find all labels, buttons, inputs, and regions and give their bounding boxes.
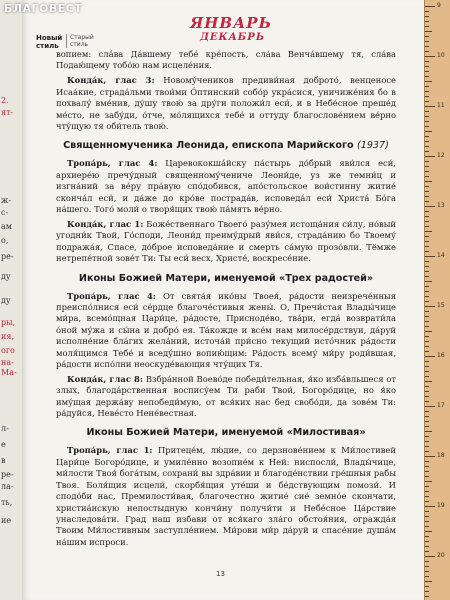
ruler-tick [425,346,429,347]
ruler-tick [425,61,429,62]
page-number: 13 [216,570,225,578]
kondak-label: Конда́к, глас 1: [67,218,144,229]
ruler-tick [425,206,435,207]
ruler-tick [425,306,435,307]
ruler-number: 14 [437,252,445,259]
left-page-fragment: ры, [1,318,16,327]
ruler-tick [425,591,429,592]
ruler-tick [425,526,429,527]
ruler-tick [425,561,429,562]
ruler-tick [425,476,429,477]
ruler-tick [425,141,429,142]
paragraph: Конда́к, глас 8: Взбра́нной Воево́де победи́тельная, я́ко изба́вльшеся от злых, благода́рственная воспису́ем Ти раби Твои́, Богоро́дице, но я́ко иму́щая держа́ву непобеди́мую, от вся́ких нас бед свобо́ди, да зове́м Ти: ра́дуйся, Неве́сто Нене́вестная. [56,373,396,419]
ruler-tick [425,361,429,362]
ruler-tick [425,286,429,287]
left-page-fragment: с- [1,208,9,217]
ruler-tick [425,411,429,412]
month-new-style: ДЕКАБРЬ [200,32,266,43]
ruler-tick [425,166,429,167]
ruler-tick [425,116,429,117]
ruler-number: 15 [437,302,445,309]
ruler-tick [425,191,429,192]
ruler-tick [425,126,429,127]
left-page-fragment: ого [1,346,15,355]
left-page-fragment: ду [1,296,11,305]
ruler-tick [425,586,429,587]
ruler-tick [425,101,429,102]
ruler-tick [425,196,429,197]
ruler-tick [425,496,429,497]
section-heading: Иконы Божией Матери, именуемой «Трех радостей» [78,272,374,284]
paragraph: Тропа́рь, глас 4: Царевококша́йску па́стырь до́брый яви́лся еси́, архиере́ю пречу́дный священному́чениче Леони́де, уз же темни́ц и изгна́ний за ве́ру пра́вую спо́добився, апо́стольское вои́стинну житие́ сконча́л еси́, и да́же до кро́ве пострада́в, исповеда́л еси́ Христа́ Бо́га на́шего. Того́ моли́ о творя́щих твою́ па́мять ве́рно. [56,158,396,214]
ruler-tick [425,431,432,432]
ruler-tick [425,461,429,462]
ruler-tick [425,356,435,357]
ruler-number: 9 [437,2,441,9]
ruler-tick [425,81,432,82]
ruler-tick [425,201,429,202]
ruler-tick [425,216,429,217]
section-heading: Священномученика Леонида, епископа Марийского (1937) [63,140,389,152]
ruler-tick [425,376,429,377]
ruler-tick [425,161,429,162]
ruler-tick [425,146,429,147]
ruler-tick [425,381,432,382]
ruler-tick [425,291,429,292]
page-header [22,14,424,50]
left-page-fragment: Ма- [1,368,17,377]
ruler-tick [425,391,429,392]
ruler-tick [425,491,429,492]
left-page-fragment: ия, [1,332,14,341]
paragraph: Конда́к, глас 3: Новому́чеников предиви́ная доброто́, венценосе Исаа́кие, страда́льми твои́ми О́птинский собо́р укра́сися, уничиже́ния бо в похвалу́ вме́нив, ду́шу твою́ за дру́ги положи́л еси́, и в Небе́сное преше́д ме́сто, не забу́ди, о́тче, мо́лящихся тебе́ и оттуду благослове́нием ве́рно чту́щую тя оби́тель твою́. [56,75,397,131]
book-page [22,0,424,600]
kondak-label: Конда́к, глас 8: [67,373,143,384]
ruler-tick [425,406,435,407]
ruler-tick [425,276,429,277]
ruler-tick [425,251,429,252]
ruler-tick [425,511,429,512]
ruler-tick [425,416,429,417]
ruler-tick [425,366,429,367]
page-content [56,49,396,552]
left-page-fragment: ду [1,272,11,281]
ruler-tick [425,6,435,7]
ruler-tick [425,156,435,157]
paragraph: вопием: сла́ва Да́вшему тебе́ кре́пость, сла́ва Венча́вшему тя, сла́ва Подаю́щему тобо́ю нам исцеле́ния. [56,49,396,71]
ruler-tick [425,281,432,282]
ruler-tick [425,566,429,567]
ruler-tick [425,516,429,517]
ruler-tick [425,86,429,87]
left-page-fragment: ам [1,222,12,231]
ruler-tick [425,36,429,37]
ruler-tick [425,531,432,532]
ruler-tick [425,581,432,582]
left-page-fragment: ла- [1,482,14,491]
ruler-tick [425,471,429,472]
ruler-tick [425,211,429,212]
ruler-tick [425,181,432,182]
style-old-label: Старый стиль [66,34,96,48]
ruler-tick [425,266,429,267]
ruler-tick [425,321,429,322]
ruler-number: 20 [437,552,445,559]
ruler-tick [425,576,429,577]
paragraph: Тропа́рь, глас 1: Притеце́м, лю́дие, со дерзнове́нием к Ми́лостивей Цари́це Богоро́дице, и умиле́нно возопие́м к Ней: ниспосли́, Влады́чице, ми́лости Твоя́ бога́тым, сохрани́ вы здра́вии и благоде́нствии гре́шныя рабы Твоя. Боля́щия исцели́, скорбя́щия уте́ши и бе́дствующим помози́. И сподо́би нас, Премилости́вая, благочестно житие́ сие́ земно́е скончати, христиа́нскую непостыдную кончи́ну получи́ти и Небе́сное Ца́рствие унаследова́ти. Град наш избави от вся́каго зла́го обстоя́ния, огражда́я Твоим Ми́лостивным заступле́нием. Ми́рови ми́р да́руй и спасе́ние душа́м на́шим испроси. [56,445,396,547]
ruler-tick [425,501,429,502]
ruler-tick [425,121,429,122]
ruler-tick [425,556,435,557]
ruler-tick [425,456,435,457]
left-page-fragment: ят- [1,108,14,117]
ruler-tick [425,241,429,242]
ruler-tick [425,541,429,542]
ruler-tick [425,96,429,97]
ruler-tick [425,131,432,132]
ruler-tick [425,171,429,172]
ruler-tick [425,506,435,507]
ruler-tick [425,106,435,107]
left-page-edge [0,0,23,600]
ruler-tick [425,571,429,572]
ruler-tick [425,466,429,467]
ruler-tick [425,256,435,257]
troparion-label: Тропа́рь, глас 1: [67,445,153,456]
style-new-label: Новый стиль [36,34,63,50]
watermark-logo: БЛАГОВЕСТ [4,2,83,15]
ruler-tick [425,21,429,22]
ruler-tick [425,71,429,72]
left-page-fragment: о, [1,236,9,245]
ruler-tick [425,231,432,232]
section-heading: Иконы Божией Матери, именуемой «Милостивая» [86,427,366,439]
ruler-tick [425,51,429,52]
ruler-tick [425,76,429,77]
ruler-number: 10 [437,52,445,59]
ruler-tick [425,596,429,597]
ruler-tick [425,176,429,177]
ruler-tick [425,301,429,302]
ruler-tick [425,536,429,537]
left-page-fragment: л- [1,424,9,433]
ruler-tick [425,66,429,67]
ruler-tick [425,316,429,317]
ruler-number: 11 [437,102,445,109]
ruler-tick [425,401,429,402]
ruler-tick [425,236,429,237]
ruler-tick [425,46,429,47]
left-page-fragment: в [1,456,6,465]
ruler-tick [425,486,429,487]
left-page-fragment: ре- [1,252,14,261]
ruler-tick [425,91,429,92]
ruler-number: 13 [437,202,445,209]
troparion-label: Тропа́рь, глас 4: [67,158,158,169]
kondak-label: Конда́к, глас 3: [67,75,155,86]
ruler-tick [425,136,429,137]
ruler-tick [425,441,429,442]
ruler-tick [425,226,429,227]
ruler-tick [425,11,429,12]
paragraph: Конда́к, глас 1: Боже́ственнаго Твоего́ разу́мея истоща́ния си́лу, но́вый угодни́к Твой, Го́споди, Леони́д преиму́дрый яви́ся, страда́нию бо Твоему́ подража́я, Спасе, до́брое исповеда́ние и смерть са́мую прозо́вли. Тёмже нетрепе́тной зове́т Ти: Ты еси́ весх, Христе́, воскресе́ние. [56,218,396,264]
ruler [424,0,450,600]
ruler-number: 16 [437,352,445,359]
ruler-number: 17 [437,402,445,409]
ruler-tick [425,446,429,447]
ruler-number: 18 [437,452,445,459]
ruler-tick [425,246,429,247]
ruler-tick [425,16,429,17]
troparion-label: Тропа́рь, глас 4: [67,290,156,301]
paragraph: Тропа́рь, глас 4: От свята́я ико́ны Твоея́, ра́дости неизрече́нныя преиспо́лнися еси́ се́рдце благоче́стивыя жены́. О, Пречи́стая Влады́чице ми́ра, всемо́щная Цари́це, ра́досте, Присноде́во, тва́ри, егда́ возврати́ла о́ной му́жа и сы́на и добро́ ея. Та́кожде и все́м нам милосе́рдствуи, да́руй исполне́ние бла́гих жела́ний, источа́й при́сно текущий исто́чник ра́дости моля́щимся Тебе́ и вседу́шно вопию́щим: Ра́дость всему́ ми́ру роди́вшая, ра́дости испо́лни неоскуде́вающия чту́щих Тя. [56,290,396,369]
left-page-fragment: ие [1,516,12,525]
left-page-fragment: е [1,440,6,449]
left-page-fragment: ре- [1,470,14,479]
ruler-tick [425,111,429,112]
ruler-tick [425,311,429,312]
ruler-tick [425,451,429,452]
ruler-tick [425,271,429,272]
ruler-tick [425,426,429,427]
ruler-tick [425,41,429,42]
ruler-tick [425,546,429,547]
ruler-tick [425,326,429,327]
left-page-fragment: ть, [1,498,13,507]
ruler-tick [425,481,432,482]
ruler-number: 12 [437,152,445,159]
ruler-tick [425,341,429,342]
ruler-tick [425,351,429,352]
ruler-tick [425,521,429,522]
left-page-fragment: ж- [1,196,12,205]
left-page-fragment: 2. [1,96,9,105]
left-page-fragment: на- [1,358,14,367]
ruler-tick [425,386,429,387]
ruler-tick [425,421,429,422]
ruler-number: 19 [437,502,445,509]
ruler-tick [425,331,432,332]
ruler-tick [425,186,429,187]
ruler-tick [425,151,429,152]
ruler-tick [425,261,429,262]
ruler-tick [425,296,429,297]
ruler-tick [425,26,429,27]
ruler-tick [425,396,429,397]
month-old-style: ЯНВАРЬ [190,14,272,32]
ruler-tick [425,336,429,337]
ruler-tick [425,31,432,32]
ruler-tick [425,371,429,372]
ruler-tick [425,551,429,552]
ruler-tick [425,56,435,57]
ruler-tick [425,436,429,437]
ruler-tick [425,221,429,222]
